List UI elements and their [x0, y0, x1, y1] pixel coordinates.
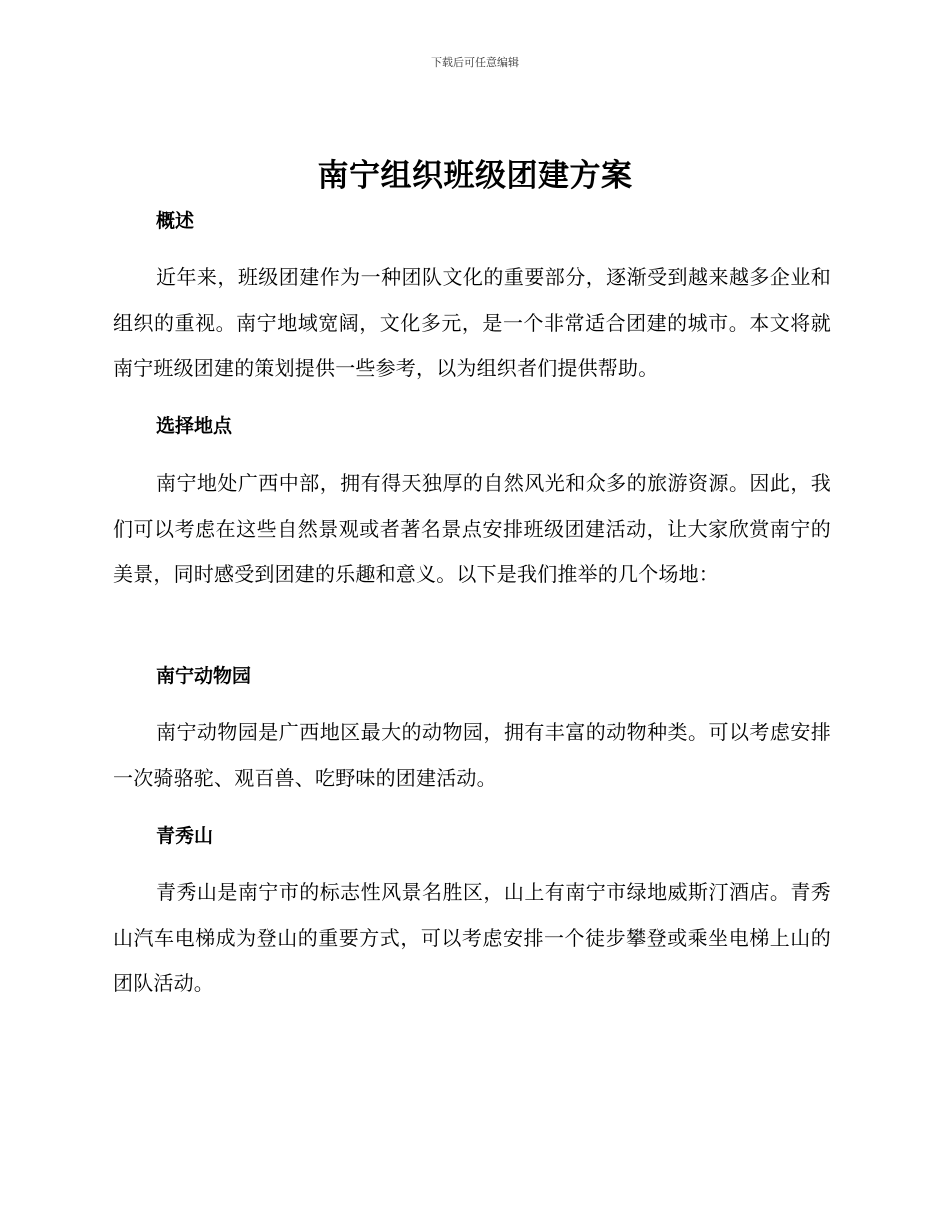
section-heading-qingxiu: 青秀山 [156, 825, 214, 847]
section-paragraph-zoo: 南宁动物园是广西地区最大的动物园，拥有丰富的动物种类。可以考虑安排一次骑骆驼、观百兽、吃野味的团建活动。 [113, 720, 831, 790]
section-heading-zoo: 南宁动物园 [156, 665, 252, 687]
section-heading-location: 选择地点 [156, 415, 233, 437]
header-note: 下载后可任意编辑 [431, 56, 519, 69]
section-paragraph-location: 南宁地处广西中部，拥有得天独厚的自然风光和众多的旅游资源。因此，我们可以考虑在这些自然景观或者著名景点安排班级团建活动，让大家欣赏南宁的美景，同时感受到团建的乐趣和意义。以下是我们推举的几个场地： [113, 471, 831, 586]
section-paragraph-qingxiu: 青秀山是南宁市的标志性风景名胜区，山上有南宁市绿地威斯汀酒店。青秀山汽车电梯成为登山的重要方式，可以考虑安排一个徒步攀登或乘坐电梯上山的团队活动。 [113, 880, 831, 995]
document-title: 南宁组织班级团建方案 [317, 158, 633, 194]
section-paragraph-overview: 近年来，班级团建作为一种团队文化的重要部分，逐渐受到越来越多企业和组织的重视。南宁地域宽阔，文化多元，是一个非常适合团建的城市。本文将就南宁班级团建的策划提供一些参考，以为组织者们提供帮助。 [113, 265, 831, 380]
section-heading-overview: 概述 [156, 210, 195, 232]
